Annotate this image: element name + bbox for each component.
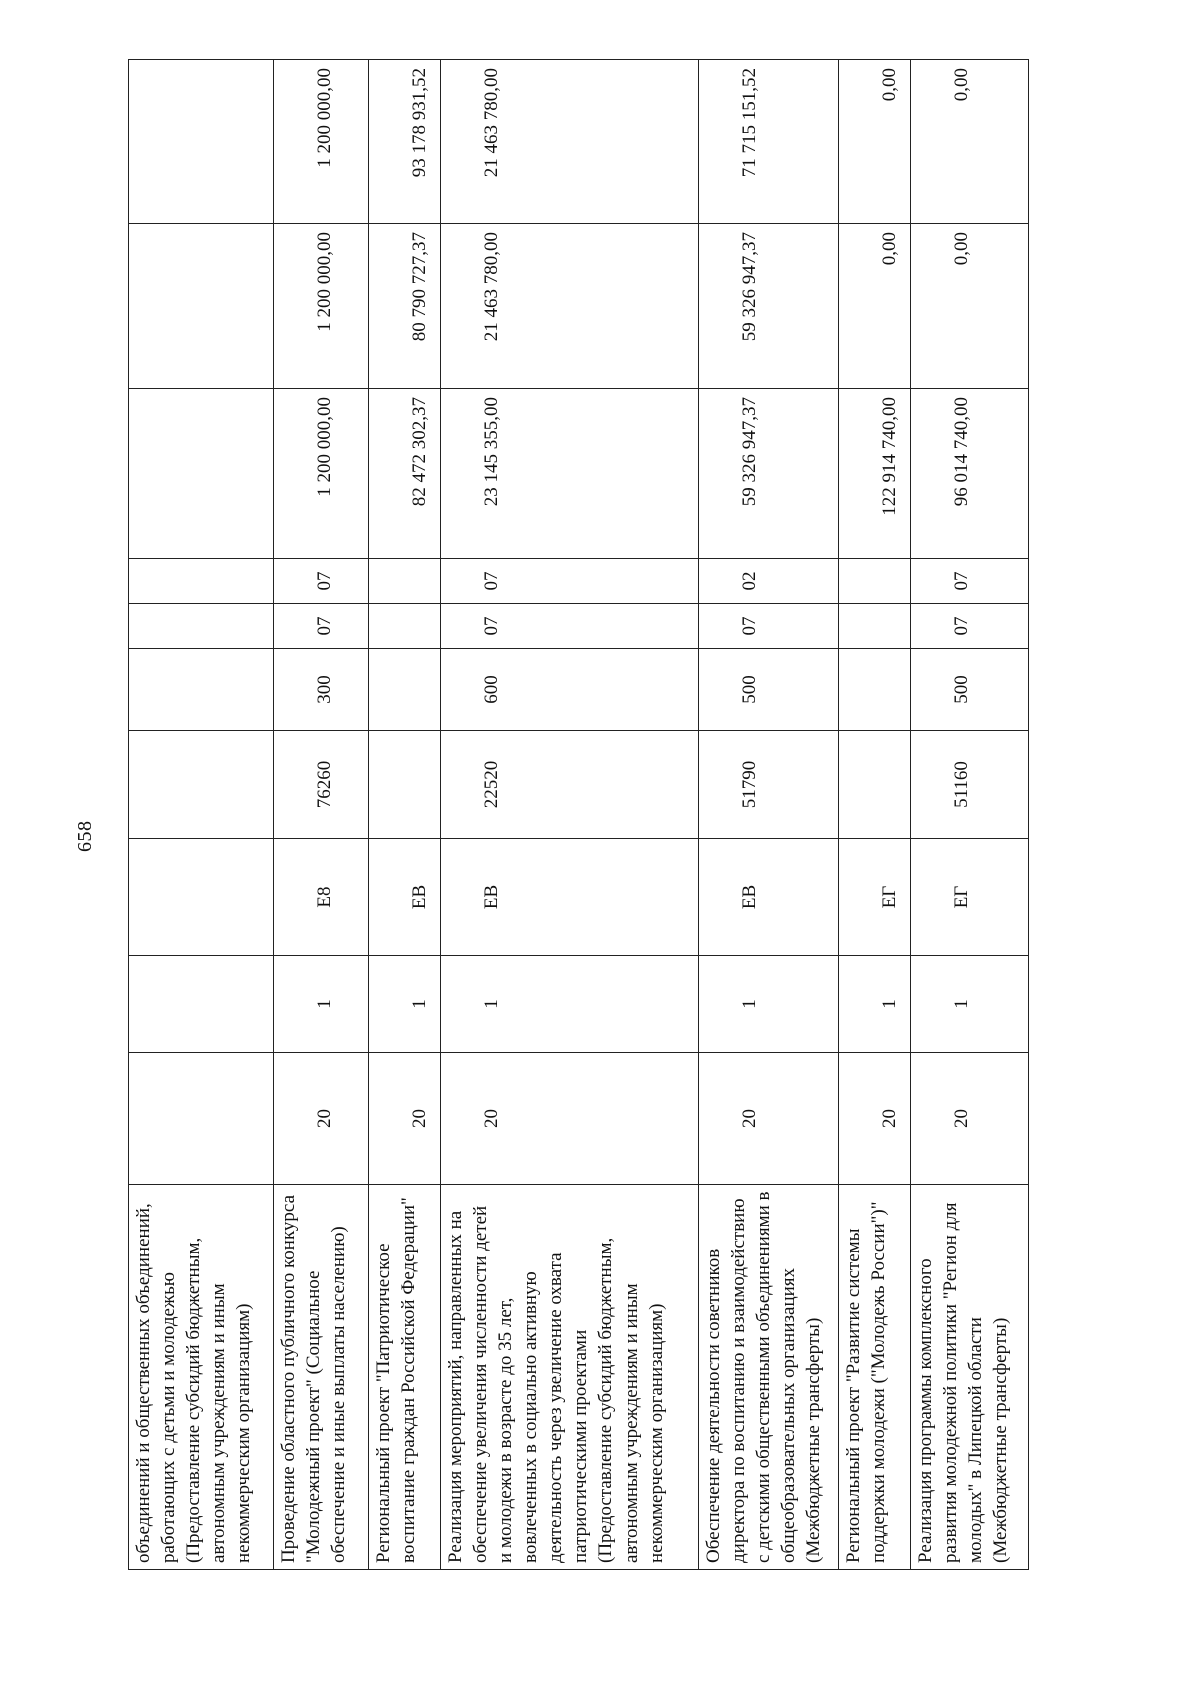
cell-pp: 1 [369,956,441,1053]
cell-vr: 300 [274,649,369,731]
cell-rz [369,604,441,649]
row-name: объединений и общественных объединений, работающих с детьми и молодежью (Предоставление субсидий бюджетным, автономным учреждениям и иным некоммерческим организациям) [129,1185,274,1570]
cell-gp: 20 [369,1053,441,1185]
cell-rz [129,604,274,649]
cell-gp [129,1053,274,1185]
cell-sum-1: 1 200 000,00 [274,389,369,559]
cell-direction: 51160 [911,731,1029,839]
cell-sum-3: 0,00 [911,60,1029,224]
cell-project: ЕГ [839,839,911,956]
cell-sum-3: 21 463 780,00 [441,60,699,224]
cell-direction: 76260 [274,731,369,839]
cell-sum-3: 0,00 [839,60,911,224]
cell-project: Е8 [274,839,369,956]
cell-project: ЕВ [699,839,839,956]
cell-sum-3: 1 200 000,00 [274,60,369,224]
row-name: Реализация мероприятий, направленных на обеспечение увеличения численности детей и молодежи в возрасте до 35 лет, вовлеченных в социально активную деятельность через увеличение охвата патриотическими проектами (Предоставление субсидий бюджетным, автономным учреждениям и иным некоммерческим организациям) [441,1185,699,1570]
cell-pr: 02 [699,559,839,604]
cell-vr: 500 [699,649,839,731]
cell-vr: 500 [911,649,1029,731]
cell-vr: 600 [441,649,699,731]
cell-sum-1: 23 145 355,00 [441,389,699,559]
cell-sum-3 [129,60,274,224]
table-row [839,60,911,1570]
table-row [274,60,369,1570]
cell-sum-3: 93 178 931,52 [369,60,441,224]
cell-pp: 1 [911,956,1029,1053]
cell-sum-1: 82 472 302,37 [369,389,441,559]
budget-table-container [128,60,1028,1570]
table-row [369,60,441,1570]
cell-sum-2: 1 200 000,00 [274,224,369,389]
cell-rz: 07 [911,604,1029,649]
cell-sum-2: 21 463 780,00 [441,224,699,389]
cell-sum-1 [129,389,274,559]
cell-gp: 20 [441,1053,699,1185]
cell-pp: 1 [699,956,839,1053]
cell-gp: 20 [911,1053,1029,1185]
cell-pr [839,559,911,604]
cell-direction [369,731,441,839]
cell-project: ЕВ [369,839,441,956]
row-name: Региональный проект "Патриотическое воспитание граждан Российской Федерации" [369,1185,441,1570]
cell-rz: 07 [441,604,699,649]
cell-vr [839,649,911,731]
cell-gp: 20 [839,1053,911,1185]
budget-table [128,59,1029,1570]
cell-direction [129,731,274,839]
cell-pr [129,559,274,604]
cell-project: ЕВ [441,839,699,956]
cell-sum-2: 80 790 727,37 [369,224,441,389]
cell-pp: 1 [441,956,699,1053]
cell-vr [129,649,274,731]
table-row [699,60,839,1570]
table-row [911,60,1029,1570]
cell-pr [369,559,441,604]
table-row [441,60,699,1570]
cell-rz: 07 [699,604,839,649]
cell-pr: 07 [911,559,1029,604]
cell-gp: 20 [699,1053,839,1185]
cell-vr [369,649,441,731]
cell-project: ЕГ [911,839,1029,956]
cell-direction [839,731,911,839]
cell-sum-3: 71 715 151,52 [699,60,839,224]
cell-sum-2: 59 326 947,37 [699,224,839,389]
table-row [129,60,274,1570]
cell-gp: 20 [274,1053,369,1185]
row-name: Региональный проект "Развитие системы поддержки молодежи ("Молодежь России")" [839,1185,911,1570]
cell-sum-2: 0,00 [839,224,911,389]
cell-sum-1: 96 014 740,00 [911,389,1029,559]
page-number: 658 [74,820,96,852]
cell-sum-2: 0,00 [911,224,1029,389]
row-name: Реализация программы комплексного развития молодежной политики "Регион для молодых" в Липецкой области (Межбюджетные трансферты) [911,1185,1029,1570]
row-name: Проведение областного публичного конкурса "Молодежный проект" (Социальное обеспечение и иные выплаты населению) [274,1185,369,1570]
cell-project [129,839,274,956]
cell-sum-2 [129,224,274,389]
cell-pr: 07 [441,559,699,604]
cell-rz: 07 [274,604,369,649]
cell-pp [129,956,274,1053]
cell-sum-1: 122 914 740,00 [839,389,911,559]
cell-direction: 51790 [699,731,839,839]
cell-pp: 1 [274,956,369,1053]
cell-sum-1: 59 326 947,37 [699,389,839,559]
row-name: Обеспечение деятельности советников директора по воспитанию и взаимодействию с детскими общественными объединениями в общеобразовательных организациях (Межбюджетные трансферты) [699,1185,839,1570]
cell-rz [839,604,911,649]
cell-pr: 07 [274,559,369,604]
cell-pp: 1 [839,956,911,1053]
cell-direction: 22520 [441,731,699,839]
